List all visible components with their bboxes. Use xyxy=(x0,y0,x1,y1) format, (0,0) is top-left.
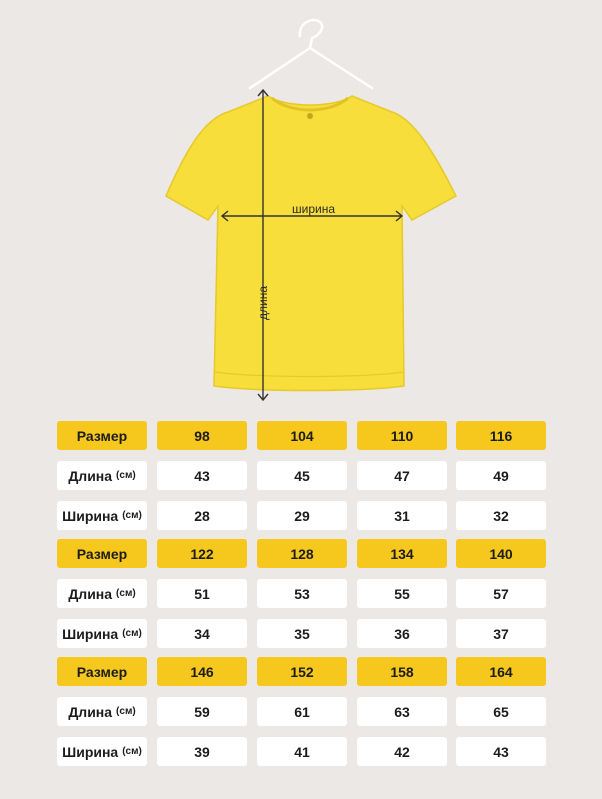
length-cell-text: 55 xyxy=(394,585,410,602)
size-cell xyxy=(157,539,247,568)
size-cell-text: 98 xyxy=(194,427,210,444)
width-cell-text: 28 xyxy=(194,507,210,524)
length-cell xyxy=(157,461,247,490)
size-row-header-text: Размер xyxy=(76,663,128,680)
size-cell-text: 104 xyxy=(290,427,314,444)
length-cell-text: 49 xyxy=(493,467,509,484)
width-cell xyxy=(456,737,546,766)
size-cell-text: 122 xyxy=(190,545,214,562)
length-cell xyxy=(357,697,447,726)
length-row-header xyxy=(57,461,147,490)
size-row-header-text: Размер xyxy=(76,427,128,444)
width-cell xyxy=(456,619,546,648)
width-cell-text: 43 xyxy=(493,743,509,760)
unit-label: (см) xyxy=(122,746,142,757)
size-cell-text: 140 xyxy=(489,545,513,562)
width-row-header xyxy=(57,619,147,648)
size-cell xyxy=(456,657,546,686)
width-row-header xyxy=(57,501,147,530)
width-row-header-text: Ширина xyxy=(62,507,119,524)
width-row-header-text: Ширина xyxy=(62,743,119,760)
width-cell xyxy=(157,737,247,766)
size-cell-text: 146 xyxy=(190,663,214,680)
width-cell xyxy=(257,619,347,648)
width-row-header-text: Ширина xyxy=(62,625,119,642)
width-cell-text: 34 xyxy=(194,625,210,642)
unit-label: (см) xyxy=(116,706,136,717)
width-cell xyxy=(357,619,447,648)
length-cell-text: 45 xyxy=(294,467,310,484)
length-row-header-text: Длина xyxy=(68,585,113,602)
width-cell xyxy=(357,737,447,766)
size-cell xyxy=(157,657,247,686)
size-row-header-text: Размер xyxy=(76,545,128,562)
size-cell xyxy=(456,539,546,568)
length-row-header xyxy=(57,579,147,608)
size-cell xyxy=(157,421,247,450)
length-cell xyxy=(456,697,546,726)
length-cell-text: 63 xyxy=(394,703,410,720)
length-cell-text: 59 xyxy=(194,703,210,720)
unit-label: (см) xyxy=(116,470,136,481)
width-cell-text: 31 xyxy=(394,507,410,524)
length-cell xyxy=(357,461,447,490)
size-cell xyxy=(357,657,447,686)
size-row-header xyxy=(57,539,147,568)
width-cell-text: 37 xyxy=(493,625,509,642)
width-label: ширина xyxy=(292,202,336,216)
length-cell-text: 61 xyxy=(294,703,310,720)
size-cell-text: 158 xyxy=(390,663,414,680)
unit-label: (см) xyxy=(116,588,136,599)
width-cell-text: 36 xyxy=(394,625,410,642)
width-cell xyxy=(456,501,546,530)
size-row-header xyxy=(57,421,147,450)
width-cell-text: 32 xyxy=(493,507,509,524)
size-cell xyxy=(257,657,347,686)
size-cell-text: 164 xyxy=(489,663,513,680)
length-cell-text: 65 xyxy=(493,703,509,720)
size-cell xyxy=(357,421,447,450)
unit-label: (см) xyxy=(122,628,142,639)
length-label: длина xyxy=(256,285,270,320)
size-cell-text: 110 xyxy=(390,427,414,444)
length-cell xyxy=(456,461,546,490)
length-cell xyxy=(257,579,347,608)
length-cell xyxy=(257,697,347,726)
length-cell-text: 57 xyxy=(493,585,509,602)
size-cell xyxy=(357,539,447,568)
size-cell xyxy=(257,539,347,568)
size-cell-text: 134 xyxy=(390,545,414,562)
unit-label: (см) xyxy=(122,510,142,521)
length-cell-text: 51 xyxy=(194,585,210,602)
width-cell xyxy=(257,501,347,530)
width-row-header xyxy=(57,737,147,766)
size-cell-text: 152 xyxy=(290,663,314,680)
size-cell xyxy=(456,421,546,450)
length-row-header-text: Длина xyxy=(68,703,113,720)
width-cell xyxy=(257,737,347,766)
width-cell-text: 39 xyxy=(194,743,210,760)
length-cell-text: 43 xyxy=(194,467,210,484)
length-cell-text: 47 xyxy=(394,467,410,484)
length-cell xyxy=(257,461,347,490)
width-cell xyxy=(157,619,247,648)
size-cell-text: 128 xyxy=(290,545,314,562)
size-row-header xyxy=(57,657,147,686)
length-row-header xyxy=(57,697,147,726)
size-cell-text: 116 xyxy=(489,427,513,444)
width-cell xyxy=(157,501,247,530)
width-cell-text: 29 xyxy=(294,507,310,524)
width-cell-text: 35 xyxy=(294,625,310,642)
length-cell xyxy=(357,579,447,608)
length-cell xyxy=(456,579,546,608)
width-cell xyxy=(357,501,447,530)
length-cell xyxy=(157,579,247,608)
size-cell xyxy=(257,421,347,450)
length-cell xyxy=(157,697,247,726)
width-cell-text: 42 xyxy=(394,743,410,760)
length-row-header-text: Длина xyxy=(68,467,113,484)
width-cell-text: 41 xyxy=(294,743,310,760)
length-cell-text: 53 xyxy=(294,585,310,602)
